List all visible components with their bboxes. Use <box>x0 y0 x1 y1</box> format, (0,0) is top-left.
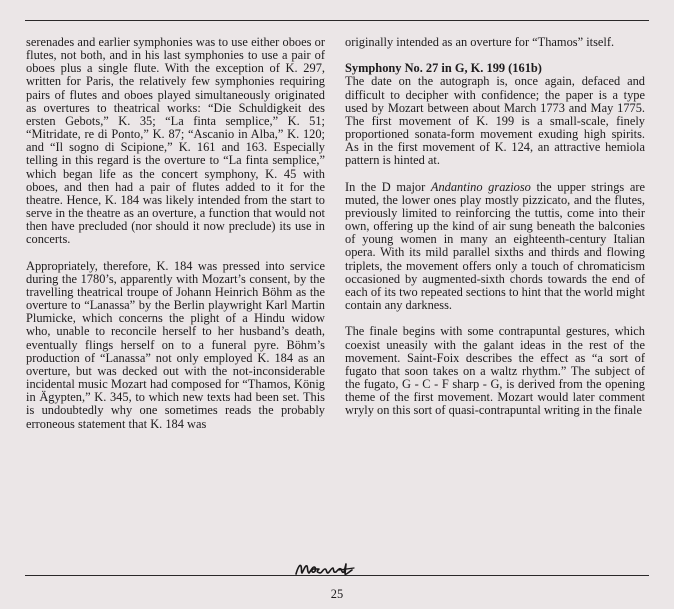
right-column <box>345 36 645 417</box>
left-paragraph-1: serenades and earlier symphonies was to use either oboes or flutes, not both, and in his last symphonies to use a pair of oboes plus a single flute. With the exception of K. 297, written for Paris, the relatively few symphonies requiring pairs of flutes and oboes played simultaneously originated as overtures to theatrical works: “Die Schuldigkeit des ersten Gebots,” K. 35; “La finta semplice,” K. 51; “Mitridate, re di Ponto,” K. 87; “Ascanio in Alba,” K. 120; and “Il sogno di Scipione,” K. 161 and 163. Especially telling in this regard is the overture to “La finta semplice,” which began life as the concert symphony, K. 45 with oboes, and then had a pair of flutes added to it for the theatre. Hence, K. 184 was likely intended from the start to serve in the theatre as an overture, a function that would not then have precluded (nor should it now preclude) its use in concerts. <box>26 35 325 247</box>
page-number: 25 <box>330 587 344 601</box>
right-paragraph-4: The finale begins with some contrapuntal gestures, which coexist uneasily with the galant ideas in the rest of the movement. Saint-Foix describes the effect as “a sort of fugato that soon takes on a waltz rhythm.” The subject of the fugato, G - C - F sharp - G, is derived from the opening theme of the first movement. Mozart would later comment wryly on this sort of quasi-contrapuntal writing in the finale <box>345 324 645 418</box>
left-column <box>26 36 325 431</box>
p3-text-before: In the D major <box>345 179 431 194</box>
right-paragraph-1: originally intended as an overture for “Thamos” itself. <box>345 35 615 49</box>
movement-title: Andantino grazioso <box>430 179 531 194</box>
section-heading: Symphony No. 27 in G, K. 199 (161b) <box>345 61 542 76</box>
bottom-rule <box>25 575 649 576</box>
right-paragraph-3 <box>345 181 645 313</box>
left-paragraph-2: Appropriately, therefore, K. 184 was pressed into service during the 1780’s, apparently with Mozart’s consent, by the travelling theatrical troupe of Johann Heinrich Böhm as the overture to “Lanassa” by the Berlin playwright Karl Martin Plumicke, which concerns the plight of a Hindu widow who, unable to reconcile herself to her husband’s death, eventually flings herself on to a funeral pyre. Böhm’s production of “Lanassa” not only employed K. 184 as an overture, but was decked out with the not-inconsiderable incidental music Mozart had composed for “Thamos, König in Ägypten,” K. 345, to which new texts had been set. This is undoubtedly why one sometimes reads the probably erroneous statement that K. 184 was <box>26 258 325 431</box>
right-paragraph-2: The date on the autograph is, once again, defaced and difficult to decipher with confidence; the paper is a type used by Mozart between about March 1773 and May 1775. The first movement of K. 199 is a small-scale, finely proportioned sonata-form movement exuding high spirits. As in the first movement of K. 124, an attractive hemiola pattern is hinted at. <box>345 74 645 168</box>
top-rule <box>25 20 649 21</box>
p3-text-after: the upper strings are muted, the lower ones play mostly pizzicato, and the flutes, previously limited to reinforcing the tuttis, come into their own, offering up the kind of air sung beneath the balconies of young women in many an eighteenth-century Italian opera. With its mild parallel sixths and thirds and flowing triplets, the movement offers only a touch of chromaticism occasioned by augmented-sixth chords towards the end of each of its two repeated sections to hint that the world might contain any darkness. <box>345 179 645 313</box>
mozart-signature-logo <box>292 558 372 580</box>
